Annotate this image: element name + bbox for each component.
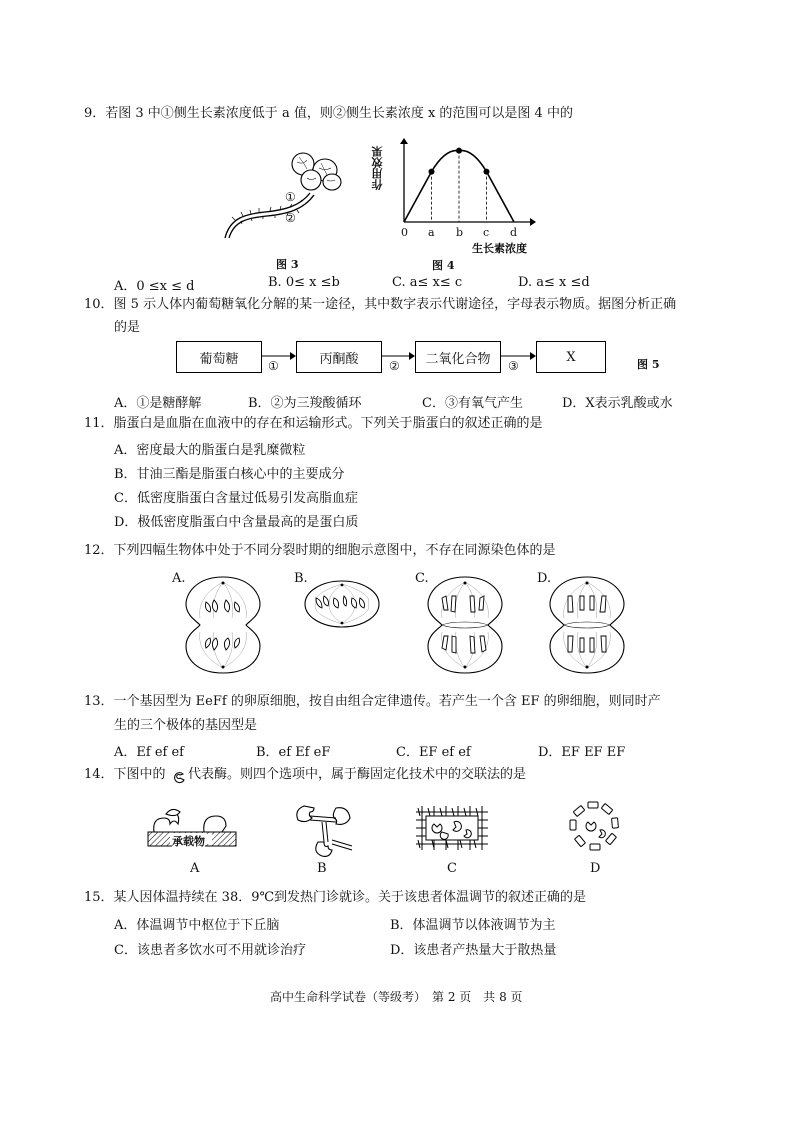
- fig4-point-c: [484, 169, 490, 175]
- q12-label-a: A.: [172, 571, 186, 586]
- q12-label-c: C.: [415, 571, 429, 586]
- flow-arrows: [262, 350, 538, 362]
- enzyme-icon: [172, 770, 186, 784]
- q13-option-d[interactable]: D．EF EF EF: [538, 745, 626, 760]
- q13-option-c[interactable]: C．EF ef ef: [396, 745, 471, 760]
- q13-option-b[interactable]: B．ef Ef eF: [256, 745, 331, 760]
- q14-label-d[interactable]: D: [590, 861, 601, 876]
- cell-diagram-c: [422, 574, 508, 676]
- q14-stem-a: 14．下图中的: [84, 767, 166, 782]
- q11-option-d[interactable]: D．极低密度脂蛋白中含量最高的是蛋白质: [114, 515, 359, 530]
- cell-diagram-b: [302, 578, 382, 630]
- q10-option-a[interactable]: A．①是糖酵解: [114, 396, 202, 411]
- fig3-label-2: ②: [285, 211, 296, 225]
- flow-box-pyruvate: 丙酮酸: [296, 341, 382, 373]
- fig4-point-b: [456, 148, 462, 154]
- q9-stem: 9．若图 3 中①侧生长素浓度低于 a 值，则②侧生长素浓度 x 的范围可以是图 4 中的: [84, 106, 573, 121]
- page-footer: 高中生命科学试卷（等级考） 第 2 页 共 8 页: [270, 990, 523, 1004]
- enzyme-method-d: [566, 800, 622, 856]
- q10-option-c[interactable]: C．③有氧气产生: [422, 396, 523, 411]
- q9-option-a[interactable]: A．0 ≤x ≤ d: [114, 279, 195, 294]
- q10-stem-line2: 的是: [114, 320, 141, 335]
- flow-box-x: X: [536, 341, 606, 373]
- q11-stem: 11．脂蛋白是血脂在血液中的存在和运输形式。下列关于脂蛋白的叙述正确的是: [84, 416, 543, 431]
- fig4-tick-0: 0: [401, 226, 408, 239]
- q10-stem-line1: 10．图 5 示人体内葡萄糖氧化分解的某一途径，其中数字表示代谢途径，字母表示物质。据图分析正确: [84, 297, 677, 312]
- fig3-label-1: ①: [285, 190, 296, 204]
- flow-step-1: ①: [268, 359, 279, 373]
- fig3-caption: 图 3: [276, 258, 299, 271]
- q11-option-c[interactable]: C．低密度脂蛋白含量过低易引发高脂血症: [114, 491, 358, 506]
- flow-step-3: ③: [508, 359, 519, 373]
- q15-stem: 15．某人因体温持续在 38．9℃到发热门诊就诊。关于该患者体温调节的叙述正确的是: [84, 890, 587, 905]
- fig4-tick-a: a: [428, 226, 435, 239]
- cell-diagram-d: [544, 574, 630, 676]
- cell-diagram-a: [180, 574, 266, 676]
- fig4-point-a: [429, 169, 435, 175]
- q9-option-d[interactable]: D. a≤ x ≤d: [518, 275, 590, 290]
- enzyme-method-c: [412, 804, 492, 852]
- q12-label-d: D.: [537, 571, 552, 586]
- q12-label-b: B.: [294, 571, 308, 586]
- fig4-tick-b: b: [456, 226, 464, 239]
- q9-option-b[interactable]: B. 0≤ x ≤b: [268, 275, 340, 290]
- fig4-ylabel: 作用效果: [371, 146, 384, 190]
- q15-option-c[interactable]: C．该患者多饮水可不用就诊治疗: [114, 943, 306, 958]
- fig4-tick-c: c: [483, 226, 490, 239]
- q14-label-b[interactable]: B: [317, 861, 327, 876]
- q13-option-a[interactable]: A．Ef ef ef: [114, 745, 184, 760]
- q15-option-d[interactable]: D．该患者产热量大于散热量: [390, 943, 557, 958]
- enzyme-method-b: [292, 802, 356, 858]
- fig4-xlabel: 生长素浓度: [472, 242, 527, 255]
- q10-option-d[interactable]: D．X表示乳酸或水: [562, 396, 673, 411]
- q14-label-a[interactable]: A: [190, 861, 200, 876]
- carrier-label: 承载物: [172, 835, 205, 848]
- fig4-tick-d: d: [510, 226, 518, 239]
- fig4-caption: 图 4: [432, 259, 455, 272]
- q14-label-c[interactable]: C: [447, 861, 457, 876]
- q13-stem-line2: 生的三个极体的基因型是: [114, 718, 258, 733]
- q11-option-a[interactable]: A．密度最大的脂蛋白是乳糜微粒: [114, 443, 306, 458]
- q14-stem-b: 代表酶。则四个选项中，属于酶固定化技术中的交联法的是: [188, 767, 527, 782]
- q13-stem-line1: 13．一个基因型为 EeFf 的卵原细胞，按自由组合定律遗传。若产生一个含 EF 的卵细胞，则同时产: [84, 694, 661, 709]
- flow-box-glucose: 葡萄糖: [176, 341, 262, 373]
- q15-option-b[interactable]: B．体温调节以体液调节为主: [390, 918, 556, 933]
- q15-option-a[interactable]: A．体温调节中枢位于下丘脑: [114, 918, 280, 933]
- q9-option-c[interactable]: C. a≤ x≤ c: [392, 275, 463, 290]
- flow-box-compound: 二氧化合物: [415, 341, 501, 373]
- q12-stem: 12．下列四幅生物体中处于不同分裂时期的细胞示意图中，不存在同源染色体的是: [84, 543, 556, 558]
- q10-option-b[interactable]: B．②为三羧酸循环: [248, 396, 362, 411]
- q11-option-b[interactable]: B．甘油三酯是脂蛋白核心中的主要成分: [114, 467, 345, 482]
- flow-step-2: ②: [389, 359, 400, 373]
- fig5-caption: 图 5: [637, 358, 660, 371]
